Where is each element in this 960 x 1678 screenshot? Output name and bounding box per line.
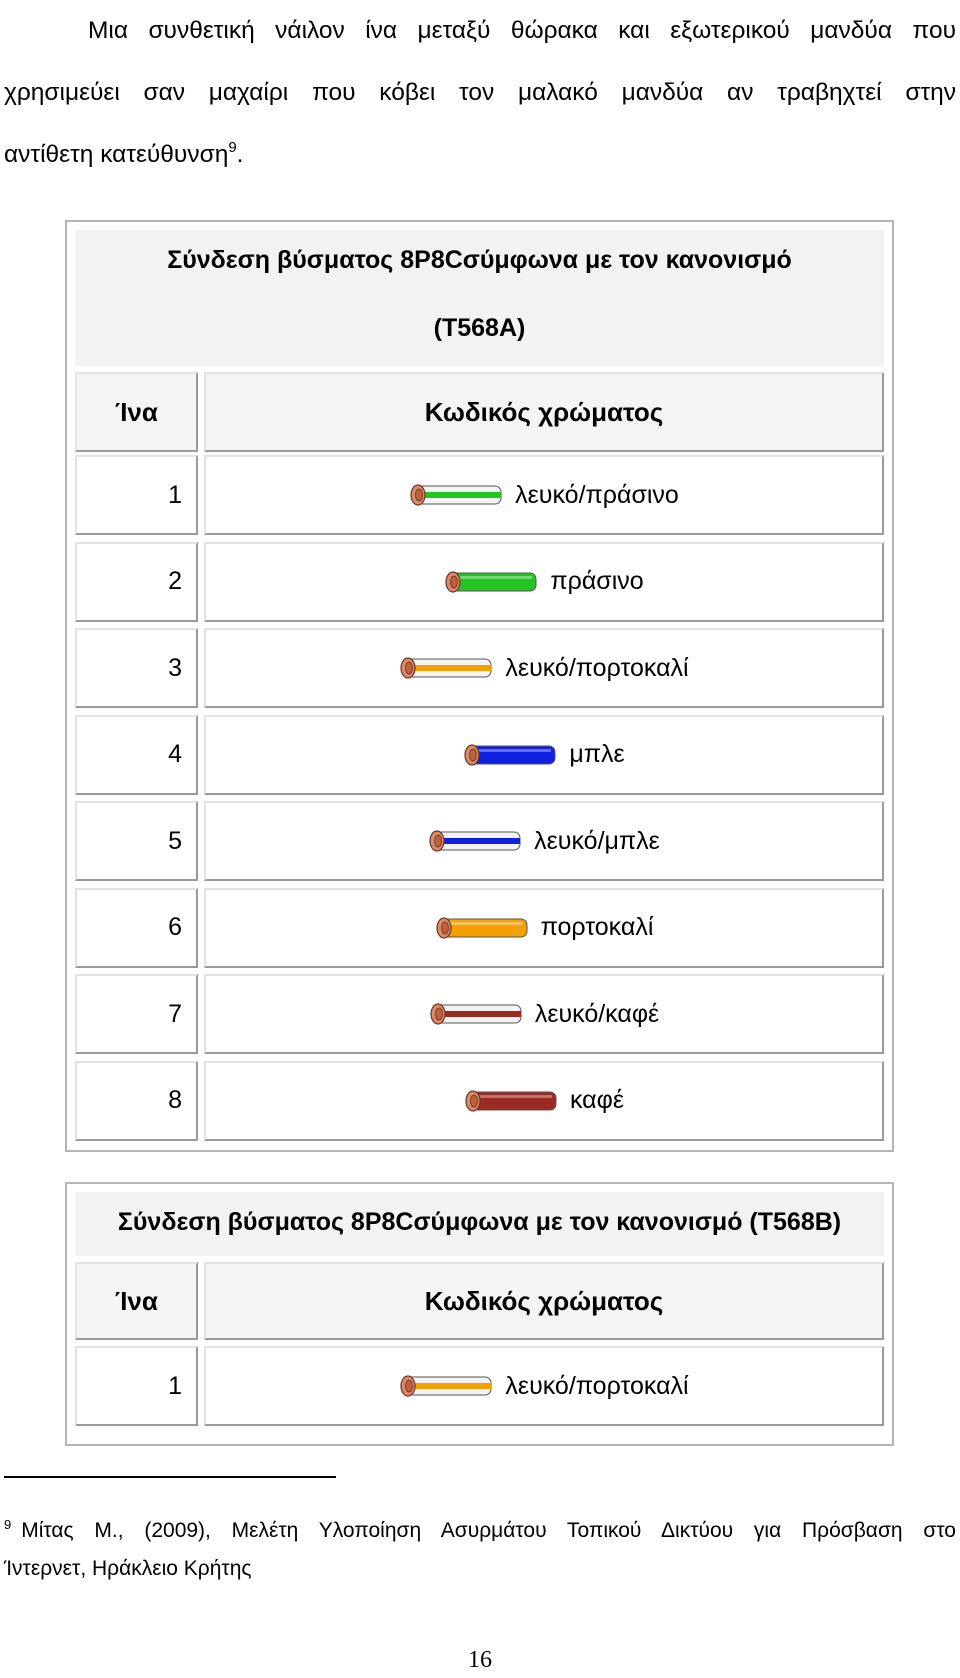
- table-row-color-cell: [204, 628, 884, 708]
- table-t568a-header-fiber: [75, 372, 198, 452]
- striped-wire-icon: [429, 1002, 525, 1026]
- footnote-line-2: Ίντερνετ, Ηράκλειο Κρήτης: [4, 1557, 252, 1580]
- table-t568b-header-color: [204, 1262, 884, 1340]
- solid-wire-icon: [435, 916, 531, 940]
- table-row-number-cell: [75, 1346, 198, 1426]
- solid-wire-icon: [463, 743, 559, 767]
- row-number: 3: [168, 653, 182, 682]
- row-number: 1: [168, 480, 182, 509]
- table-row-color-cell: [204, 1061, 884, 1141]
- wire-color-code: [206, 630, 882, 706]
- body-paragraph: [4, 0, 956, 186]
- solid-wire-icon: [464, 1089, 560, 1113]
- table-row-color-cell: [204, 715, 884, 795]
- row-number: 5: [168, 826, 182, 855]
- table-row-number-cell: [75, 974, 198, 1054]
- footnote-number: 9: [4, 1517, 12, 1532]
- paragraph-line-1: Μια συνθετική νάιλον ίνα μεταξύ θώρακα και εξωτερικού μανδύα που: [88, 17, 956, 44]
- wire-color-label: λευκό/πορτοκαλί: [505, 1371, 689, 1400]
- wire-color-label: πράσινο: [550, 567, 644, 595]
- solid-wire-icon: [444, 570, 540, 594]
- striped-wire-icon: [428, 829, 524, 853]
- table-row-number-cell: [75, 628, 198, 708]
- header-color-label: Κωδικός χρώματος: [424, 396, 664, 427]
- footnote-line-1-text: Μίτας Μ., (2009), Μελέτη Υλοποίηση Ασυρμάτου Τοπικού Δικτύου για Πρόσβαση στο: [21, 1519, 956, 1542]
- row-number: 8: [168, 1086, 182, 1114]
- paragraph-line-3: [4, 124, 956, 186]
- table-t568b-title-text: Σύνδεση βύσματος 8P8Cσύμφωνα με τον κανονισμό (T568B): [117, 1208, 842, 1236]
- table-t568a-title-line-2: (T568A): [433, 314, 526, 342]
- table-row-number-cell: [75, 455, 198, 535]
- wire-color-code: [206, 1348, 882, 1424]
- footnote-separator: [4, 1476, 336, 1478]
- row-number: 1: [168, 1371, 182, 1400]
- table-row-color-cell: [204, 974, 884, 1054]
- wire-color-label: μπλε: [569, 740, 625, 768]
- wire-color-label: καφέ: [569, 1086, 624, 1114]
- wire-color-code: [206, 1063, 882, 1139]
- table-t568a-header-color: [204, 372, 884, 452]
- row-number: 2: [168, 567, 182, 595]
- wire-color-code: [206, 803, 882, 879]
- table-row-number-cell: [75, 715, 198, 795]
- striped-wire-icon: [399, 656, 495, 680]
- row-number: 6: [168, 913, 182, 941]
- table-t568b: [65, 1182, 894, 1446]
- striped-wire-icon: [399, 1374, 495, 1398]
- wire-color-label: λευκό/πορτοκαλί: [505, 653, 689, 682]
- table-row-number-cell: [75, 888, 198, 968]
- table-row-number-cell: [75, 542, 198, 622]
- footnote-line-1: [4, 1512, 956, 1550]
- table-row-number-cell: [75, 1061, 198, 1141]
- wire-color-code: [206, 544, 882, 620]
- paragraph-line-3-text: αντίθετη κατεύθυνση: [4, 141, 229, 168]
- table-t568b-title: [75, 1192, 884, 1256]
- wire-color-code: [206, 976, 882, 1052]
- footnote-reference[interactable]: 9: [228, 139, 237, 156]
- table-t568a: [65, 220, 894, 1152]
- wire-color-label: λευκό/καφέ: [534, 999, 660, 1028]
- wire-color-code: [206, 717, 882, 793]
- table-row-color-cell: [204, 455, 884, 535]
- row-number: 4: [168, 740, 182, 768]
- table-row-color-cell: [204, 542, 884, 622]
- footnote: [4, 1512, 956, 1588]
- wire-color-label: λευκό/πράσινο: [515, 480, 679, 509]
- table-t568b-header-fiber: [75, 1262, 198, 1340]
- wire-color-code: [206, 457, 882, 533]
- wire-color-label: λευκό/μπλε: [534, 826, 660, 855]
- table-row-color-cell: [204, 801, 884, 881]
- paragraph-line-3-end: .: [236, 141, 244, 168]
- striped-wire-icon: [409, 483, 505, 507]
- table-t568a-title-line-1: Σύνδεση βύσματος 8P8Cσύμφωνα με τον κανονισμό: [167, 246, 792, 274]
- table-row-number-cell: [75, 801, 198, 881]
- wire-color-label: πορτοκαλί: [540, 913, 654, 941]
- header-fiber-label: Ίνα: [115, 396, 158, 427]
- table-row-color-cell: [204, 888, 884, 968]
- table-t568a-title: [75, 230, 884, 366]
- table-row-color-cell: [204, 1346, 884, 1426]
- page-number: 16: [468, 1647, 492, 1673]
- header-color-label: Κωδικός χρώματος: [424, 1285, 664, 1316]
- row-number: 7: [168, 999, 182, 1028]
- header-fiber-label: Ίνα: [115, 1285, 158, 1316]
- paragraph-line-2: χρησιμεύει σαν μαχαίρι που κόβει τον μαλακό μανδύα αν τραβηχτεί στην: [4, 79, 956, 106]
- wire-color-code: [206, 890, 882, 966]
